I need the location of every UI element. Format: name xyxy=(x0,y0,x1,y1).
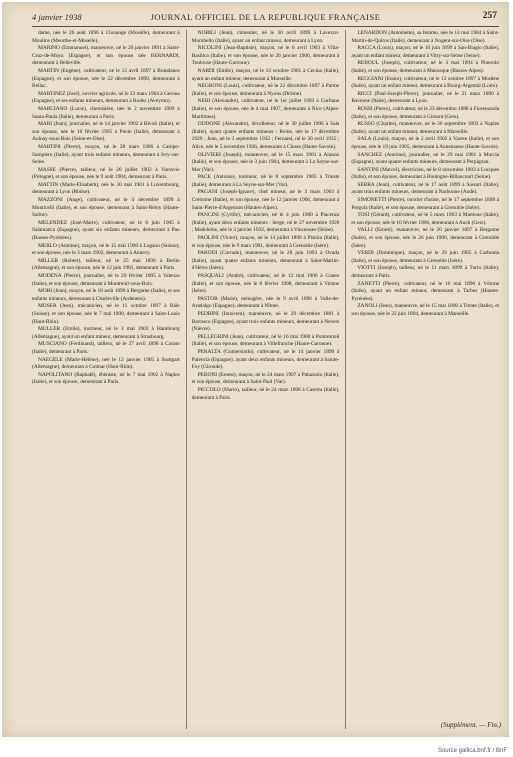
entry-paragraph: REGGIANI (Ennio), cultivateur, né le 12 octobre 1897 à Modène (Italie), ayant un enfant mineur, demeurant à Bourg-Argental (Loire). xyxy=(351,75,500,90)
entry-paragraph: MAZZONI (Ange), cultivateur, né le 4 décembre 1899 à Monticelli (Italie), et son épouse, demeurant à Saint-Rémy (Haute-Saône). xyxy=(32,197,180,219)
entry-paragraph: NOBILI (Jean), cimentier, né le 30 avril 1899 à Lavezzo-Mombello (Italie), ayant un enfant mineur, demeurant à Lyon. xyxy=(191,30,340,44)
header-date: 4 janvier 1938 xyxy=(32,12,82,22)
entry-paragraph: SALA (Louis), maçon, né le 2 avril 1902 à Varese (Italie), et son épouse, née le 19 juin 1905, demeurant à Annemasse (Haute-Savoie). xyxy=(351,136,500,150)
entry-paragraph: MARINO (Emmanuel), manœuvre, né le 26 janvier 1891 à Saint-Cruz-de-Moya (Espagne), et son épouse née BERNARDI, demeurant à Belleville. xyxy=(32,45,180,67)
entry-paragraph: NICOLINI (Jean-Baptiste), maçon, né le 6 avril 1903 à Villa-Basilica (Italie), et son épouse, née le 26 janvier 1906, demeurant à Toulouse (Haute-Garonne). xyxy=(191,45,340,67)
page-number: 257 xyxy=(482,11,497,21)
entry-paragraph: MATTIN (Marie-Elisabeth), née le 30 mai 1901 à Luxembourg, demeurant à Lyon (Rhône). xyxy=(32,181,180,196)
column-middle xyxy=(186,30,340,729)
entry-paragraph: PAOLINI (Victor), maçon, né le 14 juillet 1898 à Pistoia (Italie), et son épouse, née le 9 mars 1901, demeurant à Grenoble (Isère). xyxy=(191,235,340,249)
header-title: JOURNAL OFFICIEL DE LA REPUBLIQUE FRANÇAISE xyxy=(150,12,381,22)
entry-paragraph: MERLO (Antoine), maçon, né le 15 mai 1900 à Lugano (Suisse), et son épouse, née le 3 mars 1902, demeurant à Annecy. xyxy=(32,242,180,257)
entry-paragraph: PANCINI (Cyrille), mécanicien, né le 4 juin 1900 à Piacenza (Italie), ayant deux enfants mineurs : Serge, né le 27 novembre 1928 ; Madeleine, née le 3 janvier 1932, demeurant à Vincennes (Seine). xyxy=(191,212,340,234)
end-note: (Supplément. — Fin.) xyxy=(440,721,501,729)
entry-paragraph: ROSSI (Pietro), cultivateur, né le 23 décembre 1888 à Fiorenzuola (Italie), et son épouse, demeurant à Gimont (Gers). xyxy=(351,105,500,120)
entry-paragraph: ZANOLI (Jean), manœuvre, né le 15 mai 1890 à Trente (Italie), et son épouse, née le 22 juin 1894, demeurant à Marseille. xyxy=(351,303,500,317)
entry-paragraph: RICCI (Paul-Joseph-Pierre), journalier, né le 21 mars 1890 à Ravenne (Italie), demeurant à Lyon. xyxy=(351,90,500,105)
entry-paragraph: SANTINI (Marcel), électricien, né le 8 novembre 1903 à Lucques (Italie), et son épouse, demeurant à Boulogne-Billancourt (Seine). xyxy=(351,166,500,181)
page-header xyxy=(32,12,499,26)
entry-paragraph: OLIVIERI (Joseph), manœuvre, né le 15 mars 1901 à Alassio (Italie), et son épouse, née le 3 juin 1904, demeurant à La Seyne-sur-Mer (Var). xyxy=(191,151,340,173)
entry-paragraph: NERI (Alexandre), cultivateur, né le 1er juillet 1903 à Corliano (Italie), et son épouse, née le 4 mai 1907, demeurant à Nice (Alpes-Maritimes). xyxy=(191,98,340,120)
entry-paragraph: MOSER (Jean), mécanicien, né le 11 octobre 1897 à Bâle (Suisse), et son épouse, née le 7 mai 1900, demeurant à Saint-Louis (Haut-Rhin). xyxy=(32,303,180,325)
entry-paragraph: MILLER (Robert), tailleur, né le 25 mai 1898 à Berlin (Allemagne), et son épouse, née le 12 juin 1901, demeurant à Paris. xyxy=(32,257,180,272)
entry-paragraph: NAEGELE (Marie-Hélène), née le 12 janvier 1905 à Stuttgart (Allemagne), demeurant à Colmar (Haut-Rhin). xyxy=(32,356,180,371)
entry-paragraph: PASQUALI (André), cultivateur, né le 12 mai 1906 à Cuneo (Italie), et son épouse, née le 8 février 1908, demeurant à Vienne (Isère). xyxy=(191,273,340,295)
entry-paragraph: PAGANI (Joseph-Ignace), chef mineur, né le 3 mars 1903 à Crémone (Italie), et son épouse, née le 12 janvier 1906, demeurant à Saint-Pierre-d'Argenson (Hautes-Alpes). xyxy=(191,189,340,211)
entry-paragraph: VIOTTI (Joseph), tailleur, né le 11 mars 1899 à Turin (Italie), demeurant à Paris. xyxy=(351,265,500,279)
entry-paragraph: LENARDON (Antoinette), sa femme, née le 14 mai 1904 à Saint-Martin-de-Quiros (Italie), demeurant à Nogent-sur-Oise (Oise). xyxy=(351,30,500,44)
entry-paragraph: ZANETTI (Pierre), cultivateur, né le 16 mai 1896 à Vérone (Italie), ayant un enfant mineur, demeurant à Tarbes (Hautes-Pyrénées). xyxy=(351,280,500,302)
source-credit: Source gallica.bnf.fr / BnF xyxy=(437,748,507,754)
entry-paragraph: RUSSO (Charles), manœuvre, né le 30 septembre 1893 à Naples (Italie), ayant un enfant mineur, demeurant à Marseille. xyxy=(351,121,500,135)
entry-paragraph: PICCOLO (Mario), tailleur, né le 24 mars 1898 à Caserta (Italie), demeurant à Paris. xyxy=(191,386,340,401)
entry-paragraph: MARTINI (Pierre), maçon, né le 28 mars 1906 à Campo-Sampiero (Italie), ayant trois enfants mineurs, demeurant à Ivry-sur-Seine. xyxy=(32,143,180,166)
entry-paragraph: VERDI (Dominique), maçon, né le 29 juin 1905 à Carbonia (Italie), et son épouse, demeurant à Grenoble (Isère). xyxy=(351,250,500,264)
entry-paragraph: PERONI (Ernest), maçon, né le 24 mars 1907 à Palazzolo (Italie), et son épouse, demeurant à Saint-Paul (Var). xyxy=(191,371,340,386)
entry-paragraph: PACE (Antoine), tourneur, né le 8 septembre 1905 à Trieste (Italie), demeurant à La Seyne-sur-Mer (Var). xyxy=(191,174,340,188)
entry-paragraph: MARCIANO (Lucie), chemisière, née le 2 novembre 1909 à Santa-Paula (Italie), demeurant à Paris. xyxy=(32,105,180,120)
entry-paragraph: MUSCIANO (Ferdinand), tailleur, né le 27 avril 1898 à Corato (Italie), demeurant à Paris. xyxy=(32,341,180,355)
entry-paragraph: SIMONETTI (Pierre), ouvrier d'usine, né le 17 septembre 1898 à Pergola (Italie), et son épouse, demeurant à Grenoble (Isère). xyxy=(351,197,500,211)
entry-paragraph: PARODI (Corrado), manœuvre, né le 28 juin 1893 à Ovada (Italie), ayant quatre enfants mineurs, demeurant à Saint-Martin-d'Hères (Isère). xyxy=(191,250,340,272)
entry-paragraph: PEDRINI (Innocent), manœuvre, né le 29 décembre 1881 à Barrasco (Espagne), ayant trois enfants mineurs, demeurant à Nevers (Nièvre). xyxy=(191,310,340,333)
entry-paragraph: VALLI (Ernest), manœuvre, né le 20 janvier 1897 à Bergame (Italie), et son épouse, née le 26 juin 1900, demeurant à Grenoble (Isère). xyxy=(351,227,500,249)
entry-paragraph: SANCHEZ (Antoine), journalier, né le 29 mai 1901 à Murcia (Espagne), ayant quatre enfants mineurs, demeurant à Perpignan. xyxy=(351,151,500,166)
entry-paragraph: NARDI (Emile), maçon, né le 13 octobre 1901 à Cecina (Italie), ayant un enfant mineur, demeurant à Marseille. xyxy=(191,67,340,82)
entry-paragraph: MELENDEZ (José-Marie), cultivateur, né le 6 juin 1905 à Salamanca (Espagne), ayant six enfants mineurs, demeurant à Pau (Basses-Pyrénées). xyxy=(32,219,180,242)
column-left xyxy=(32,30,180,729)
entry-paragraph: RACCA (Louis), maçon, né le 10 juin 1899 à San-Biagio (Italie), ayant un enfant mineur, demeurant à Vitry-sur-Seine (Seine). xyxy=(351,45,500,59)
entry-paragraph: MORI (Jean), maçon, né le 18 août 1899 à Bergame (Italie), et ses enfants mineurs, demeurant à Charleville (Ardennes). xyxy=(32,288,180,302)
entry-paragraph: MARTIN (Eugène), cultivateur, né le 12 avril 1897 à Brandanes (Espagne), et son épouse, née le 22 décembre 1899, demeurant à Bellac. xyxy=(32,67,180,90)
entry-paragraph: PERALTA (Gumersindo), cultivateur, né le 14 janvier 1899 à Palencia (Espagne), ayant deux enfants mineurs, demeurant à Sainte-Foy (Gironde). xyxy=(191,348,340,371)
entry-paragraph: MULLER (Emile), tourneur, né le 3 mai 1903 à Hambourg (Allemagne), ayant un enfant mineur, demeurant à Strasbourg. xyxy=(32,326,180,340)
entry-paragraph: NEGRONI (Louis), cultivateur, né le 22 décembre 1897 à Parme (Italie), et son épouse, demeurant à Nyons (Drôme). xyxy=(191,83,340,97)
entry-paragraph: MARI (Jean), journalier, né le 14 janvier 1902 à Rivoli (Italie), et son épouse, née le 10 février 1905 à Pavie (Italie), demeurant à Aulnay-sous-Bois (Seine-et-Oise). xyxy=(32,121,180,143)
entry-paragraph: NAPOLITANO (Raphaël), ébéniste, né le 7 mai 1902 à Naples (Italie), et son épouse, demeurant à Paris. xyxy=(32,371,180,386)
entry-paragraph: dame, née le 26 août 1896 à Clouange (Moselle), demeurant à Moulins (Meurthe-et-Moselle). xyxy=(32,30,180,44)
column-right xyxy=(345,30,499,729)
entry-paragraph: MARTINEZ (José), ouvrier agricole, né le 23 mars 1904 à Gerona (Espagne), et ses enfants mineurs, demeurant à Rodez (Aveyron). xyxy=(32,90,180,105)
entry-paragraph: MODENA (Pierre), journalier, né le 20 février 1895 à Valenza (Italie), et son épouse, demeurant à Montreuil-sous-Bois. xyxy=(32,273,180,287)
entry-paragraph: MASSE (Pierre), tailleur, né le 26 juillet 1902 à Varsovie (Pologne), et son épouse, née le 9 août 1904, demeurant à Paris. xyxy=(32,166,180,181)
entry-paragraph: ODDONE (Alexandre), décolleteur, né le 30 juillet 1906 à Sala (Italie), ayant quatre enfants mineurs : Reine, née le 17 décembre 1929 ; Jean, né le 3 septembre 1932 ; Fernand, né le 30 avril 1935 ; Alice, née le 5 novembre 1936, demeurant à Cluses (Haute-Savoie). xyxy=(191,121,340,150)
entry-paragraph: TOSI (Gérard), cultivateur, né le 5 mars 1903 à Mantoue (Italie), et son épouse, née le 10 février 1906, demeurant à Auch (Gers). xyxy=(351,212,500,226)
newspaper-page xyxy=(2,2,509,737)
entry-paragraph: REBOUL (Joseph), cultivateur, né le 3 mai 1894 à Pinerolo (Italie), et son épouse, demeurant à Manosque (Basses-Alpes). xyxy=(351,60,500,74)
header-rule xyxy=(32,26,499,27)
entry-paragraph: SERRA (Jean), cultivateur, né le 17 août 1899 à Sassari (Italie), ayant trois enfants mineurs, demeurant à Narbonne (Aude). xyxy=(351,181,500,196)
columns xyxy=(32,30,499,729)
entry-paragraph: PASTOR (Marie), ménagère, née le 9 avril 1896 à Valle-de-Aradalgo (Espagne), demeurant à Nîmes. xyxy=(191,295,340,310)
entry-paragraph: PELLEGRINI (Jean), cultivateur, né le 16 mai 1900 à Pontremoli (Italie), et son épouse, demeurant à Villefranche (Haute-Garonne). xyxy=(191,333,340,348)
